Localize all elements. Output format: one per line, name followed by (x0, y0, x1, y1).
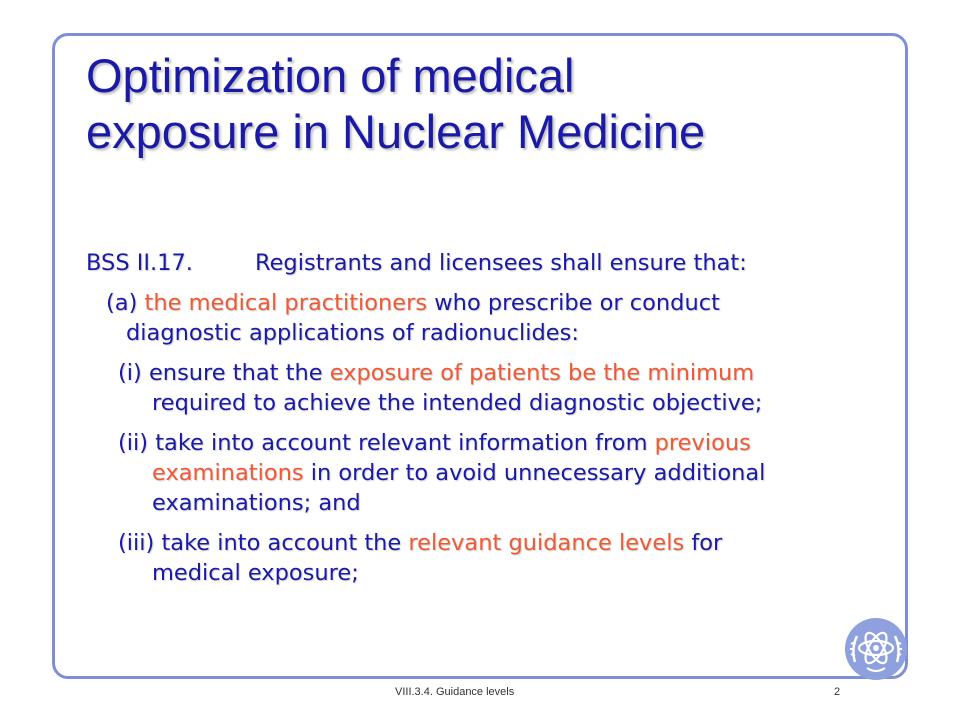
item-i-line-2: required to achieve the intended diagnostic objective; (152, 390, 763, 416)
item-a (86, 288, 876, 348)
item-iii (86, 528, 876, 588)
item-iii-rest: for (684, 530, 723, 556)
bss-label: BSS II.17. (86, 250, 193, 276)
item-ii-line-2 (118, 458, 876, 488)
item-i-highlight: exposure of patients be the minimum (329, 360, 755, 386)
item-a-highlight: the medical practitioners (144, 290, 428, 316)
bss-text: Registrants and licensees shall ensure that: (254, 250, 747, 276)
item-ii-line-1 (118, 428, 876, 458)
bss-heading (86, 248, 876, 278)
item-i-prefix: (i) ensure that the (118, 360, 330, 386)
item-a-rest: who prescribe or conduct (427, 290, 720, 316)
item-a-line-1 (106, 288, 876, 318)
footer-page-number: 2 (834, 686, 841, 698)
slide-body (86, 248, 876, 598)
item-a-line-2: diagnostic applications of radionuclides: (126, 320, 579, 346)
slide-title (86, 48, 886, 160)
item-a-prefix: (a) (106, 290, 145, 316)
title-line-2: exposure in Nuclear Medicine (86, 105, 706, 158)
item-i (86, 358, 876, 418)
title-line-1: Optimization of medical (86, 49, 575, 102)
item-ii-highlight-1: previous (654, 430, 751, 456)
item-iii-highlight: relevant guidance levels (408, 530, 685, 556)
iaea-atom-logo-icon (843, 616, 909, 682)
item-i-line-1 (118, 358, 876, 388)
item-ii-line-3: examinations; and (152, 490, 361, 516)
item-ii (86, 428, 876, 518)
item-iii-line-1 (118, 528, 876, 558)
item-iii-prefix: (iii) take into account the (118, 530, 409, 556)
footer-section: VIII.3.4. Guidance levels (395, 686, 515, 698)
item-iii-line-2: medical exposure; (152, 560, 359, 586)
item-ii-highlight-2: examinations (152, 460, 304, 486)
item-ii-rest: in order to avoid unnecessary additional (303, 460, 766, 486)
item-ii-prefix: (ii) take into account relevant information from (118, 430, 655, 456)
